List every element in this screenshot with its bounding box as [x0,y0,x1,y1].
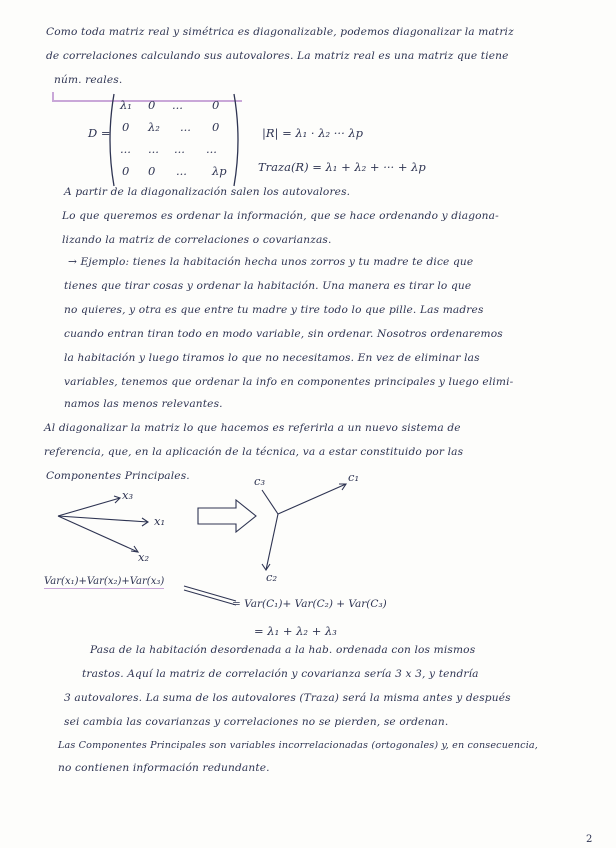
text-line: A partir de la diagonalización salen los autovalores. [64,186,351,198]
text-line: trastos. Aquí la matriz de correlación y covarianza sería 3 x 3, y tendría [82,668,479,680]
trace-formula: Traza(R) = λ₁ + λ₂ + ··· + λp [258,160,426,174]
axis-label-x1: x₁ [154,514,166,528]
text-line: Pasa de la habitación desordenada a la hab. ordenada con los mismos [90,644,476,656]
text-line: 3 autovalores. La suma de los autovalores (Traza) será la misma antes y después [64,692,511,704]
axis-c3-line [262,490,278,514]
text-line: Las Componentes Principales son variables incorrelacionadas (ortogonales) y, en consecuencia, [58,740,538,751]
page-number: 2 [586,834,593,845]
text-line: Como toda matriz real y simétrica es diagonalizable, podemos diagonalizar la matriz [46,26,514,38]
text-line: no contienen información redundante. [58,762,270,774]
text-line: Lo que queremos es ordenar la información, que se hace ordenando y diagona- [62,210,499,222]
matrix-cell: 0 [148,164,156,178]
matrix-cell: 0 [122,120,130,134]
text-line: referencia, que, en la aplicación de la técnica, va a estar constituido por las [44,446,464,458]
matrix-cell: λ₁ [120,98,132,112]
matrix-cell: ... [176,164,187,178]
matrix-cell: ... [180,120,191,134]
matrix-cell: ... [148,142,159,156]
highlight-stroke [52,92,54,102]
axis-c1-arrow [278,484,346,514]
matrix-cell: ... [174,142,185,156]
matrix-label: D = [88,126,111,140]
matrix-cell: ... [206,142,217,156]
matrix-cell: 0 [122,164,130,178]
variance-left-sum: Var(x₁)+Var(x₂)+Var(x₃) [44,576,165,587]
text-line: variables, tenemos que ordenar la info en componentes principales y luego elimi- [64,376,514,388]
matrix-cell: 0 [212,98,220,112]
axis-x2-arrow [58,516,138,552]
text-line: cuando entran tiran todo en modo variable, sin ordenar. Nosotros ordenaremos [64,328,503,340]
matrix-cell: 0 [212,120,220,134]
axis-c2-arrow [266,514,278,570]
transform-arrow-icon [198,500,256,532]
axis-label-c3: c₃ [254,474,266,488]
text-line: de correlaciones calculando sus autovalores. La matriz real es una matriz que tiene [46,50,509,62]
matrix-cell: λ₂ [148,120,160,134]
axis-label-c2: c₂ [266,570,278,584]
determinant-formula: |R| = λ₁ · λ₂ ··· λp [262,126,364,140]
text-line: Al diagonalizar la matriz lo que hacemos es referirla a un nuevo sistema de [44,422,461,434]
text-line: no quieres, y otra es que entre tu madre y tire todo lo que pille. Las madres [64,304,484,316]
axes-diagram [50,476,390,586]
text-line: namos las menos relevantes. [64,398,223,410]
variance-right-sum: = Var(C₁)+ Var(C₂) + Var(C₃) [232,598,387,610]
matrix-cell: ... [172,98,183,112]
matrix-cell: λp [212,164,227,178]
axis-label-x3: x₃ [122,488,134,502]
text-line: Componentes Principales. [46,470,190,482]
axis-label-x2: x₂ [138,550,150,564]
matrix-cell: 0 [148,98,156,112]
axis-x1-arrow [58,516,148,522]
text-line: tienes que tirar cosas y ordenar la habitación. Una manera es tirar lo que [64,280,472,292]
axis-label-c1: c₁ [348,470,360,484]
text-line: → Ejemplo: tienes la habitación hecha unos zorros y tu madre te dice que [68,256,474,268]
text-line: núm. reales. [54,74,123,86]
lambda-sum: = λ₁ + λ₂ + λ₃ [254,624,337,638]
text-line: sei cambia las covarianzas y correlaciones no se pierden, se ordenan. [64,716,449,728]
text-line: la habitación y luego tiramos lo que no necesitamos. En vez de eliminar las [64,352,480,364]
text-line: lizando la matriz de correlaciones o covarianzas. [62,234,332,246]
matrix-cell: ... [120,142,131,156]
axis-x3-arrow [58,498,120,516]
